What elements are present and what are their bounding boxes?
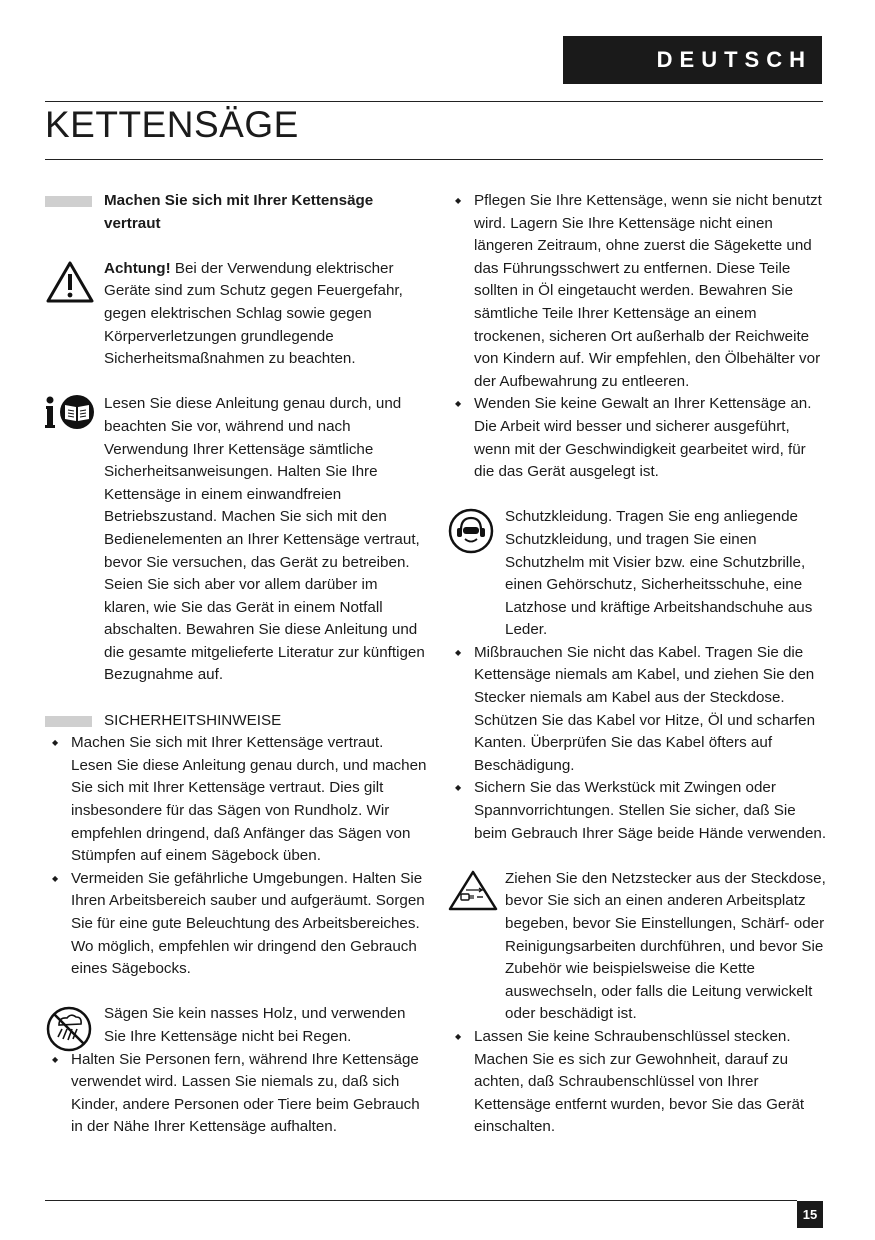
right-column: [448, 190, 828, 1139]
read-manual-text: Lesen Sie diese Anleitung genau durch, und beachten Sie vor, während und nach Verwendung Ihrer Kettensäge sämtliche Sicherheitsanweisungen. Halten Sie Ihre Kettensäge in einem einwandfreien Betriebszustand. Machen Sie sich mit den Bedienelementen an Ihrer Kettensäge vertraut, bevor Sie versuchen, das Gerät zu betreiben. Seien Sie sich aber vor allem darüber im klaren, wie Sie das Gerät in einem Notfall abschalten. Bewahren Sie diese Anleitung und die gesamte mitgelieferte Literatur zur künftigen Bezugnahme auf.: [104, 395, 425, 684]
rain-paragraph: [45, 1003, 427, 1048]
heading-text: Machen Sie sich mit Ihrer Kettensäge vertraut: [104, 192, 374, 232]
list-item: ◆ Machen Sie sich mit Ihrer Kettensäge vertraut. Lesen Sie diese Anleitung genau durch, und machen Sie sich mit Ihrer Kettensäge vertraut. Dies gilt insbesondere für das Sägen von Rundholz. Wir empfehlen dringend, daß Anfänger das Sägen von Stümpfen auf einem Sägebock üben.: [45, 732, 427, 868]
protective-gear-icon: [448, 508, 494, 562]
list-item: ◆ Pflegen Sie Ihre Kettensäge, wenn sie nicht benutzt wird. Lagern Sie Ihre Kettensäge nicht einen längeren Zeitraum, ohne zuerst die Sägekette und das Führungsschwert zu entfernen. Diese Teile sollten in Öl eingetaucht werden. Bewahren Sie sämtliche Teile Ihrer Kettensäge an einem trockenen, sicheren Ort außerhalb der Reichweite von Kindern auf. Wir empfehlen, den Ölbehälter vor der Aufbewahrung zu entleeren.: [448, 190, 828, 393]
read-manual-icon: [45, 395, 99, 439]
unplug-text: Ziehen Sie den Netzstecker aus der Steckdose, bevor Sie sich an einen anderen Arbeitsplatz begeben, bevor Sie Einstellungen, Schärf- oder Reinigungsarbeiten durchführen, und bevor Sie Zubehör wie beispielsweise die Kette auswechseln, oder falls die Leitung verwickelt oder beschädigt ist.: [505, 869, 826, 1023]
title-bottom-rule: [45, 159, 823, 160]
heading-bar: [45, 716, 92, 727]
list-item: ◆ Wenden Sie keine Gewalt an Ihrer Kettensäge an. Die Arbeit wird besser und sicherer ausgeführt, wenn mit der Geschwindigkeit gearbeitet wird, für die das Gerät ausgelegt ist.: [448, 393, 828, 483]
warning-triangle-icon: [45, 260, 95, 312]
warning-paragraph: [45, 258, 427, 371]
unplug-warning-icon: [448, 870, 498, 920]
list-item: ◆ Halten Sie Personen fern, während Ihre Kettensäge verwendet wird. Lassen Sie niemals zu, daß sich Kinder, andere Personen oder Tiere beim Gebrauch in der Nähe Ihrer Kettensäge aufhalten.: [45, 1049, 427, 1139]
heading-bar: [45, 196, 92, 207]
protective-clothing-text: Schutzkleidung. Tragen Sie eng anliegende Schutzkleidung, und tragen Sie einen Schutzhelm mit Visier bzw. eine Schutzbrille, einen Gehörschutz, Sicherheitsschuhe, eine Latzhose und kräftige Arbeitshandschuhe aus Leder.: [505, 508, 813, 639]
warning-text: Bei der Verwendung elektrischer Geräte sind zum Schutz gegen Feuergefahr, gegen elektrischen Schlag sowie gegen Körperverletzungen grundlegende Sicherheitsmaßnahmen zu beachten.: [104, 259, 403, 368]
list-item: ◆ Sichern Sie das Werkstück mit Zwingen oder Spannvorrichtungen. Stellen Sie sicher, daß Sie beim Gebrauch Ihrer Säge beide Hände verwenden.: [448, 777, 828, 845]
warning-label: Achtung!: [104, 259, 171, 277]
list-item: ◆ Mißbrauchen Sie nicht das Kabel. Tragen Sie die Kettensäge niemals am Kabel, und ziehen Sie den Stecker niemals am Kabel aus der Steckdose. Schützen Sie das Kabel vor Hitze, Öl und scharfen Kanten. Überprüfen Sie das Kabel öfters auf Beschädigung.: [448, 642, 828, 778]
rain-text: Sägen Sie kein nasses Holz, und verwenden Sie Ihre Kettensäge nicht bei Regen.: [104, 1005, 406, 1045]
section-heading-safety: [45, 710, 427, 733]
page-title: KETTENSÄGE: [45, 104, 299, 145]
list-item: ◆ Vermeiden Sie gefährliche Umgebungen. Halten Sie Ihren Arbeitsbereich sauber und aufgeräumt. Sorgen Sie für eine gute Beleuchtung des Arbeitsbereiches. Wo möglich, empfehlen wir dringend den Gebrauch eines Sägebocks.: [45, 868, 427, 981]
heading-text: SICHERHEITSHINWEISE: [104, 711, 282, 729]
left-column: [45, 190, 427, 1139]
page-number: 15: [797, 1201, 823, 1228]
footer-rule: [45, 1200, 797, 1201]
read-manual-paragraph: [45, 393, 427, 687]
title-top-rule: [45, 101, 823, 102]
list-item: ◆ Lassen Sie keine Schraubenschlüssel stecken. Machen Sie es sich zur Gewohnheit, darauf zu achten, daß Schraubenschlüssel von Ihrer Kettensäge entfernt wurden, bevor Sie das Gerät einschalten.: [448, 1026, 828, 1139]
protective-clothing-paragraph: [448, 506, 828, 642]
language-label: DEUTSCH: [563, 36, 822, 84]
section-heading-familiarize: [45, 190, 427, 235]
unplug-paragraph: [448, 868, 828, 1026]
